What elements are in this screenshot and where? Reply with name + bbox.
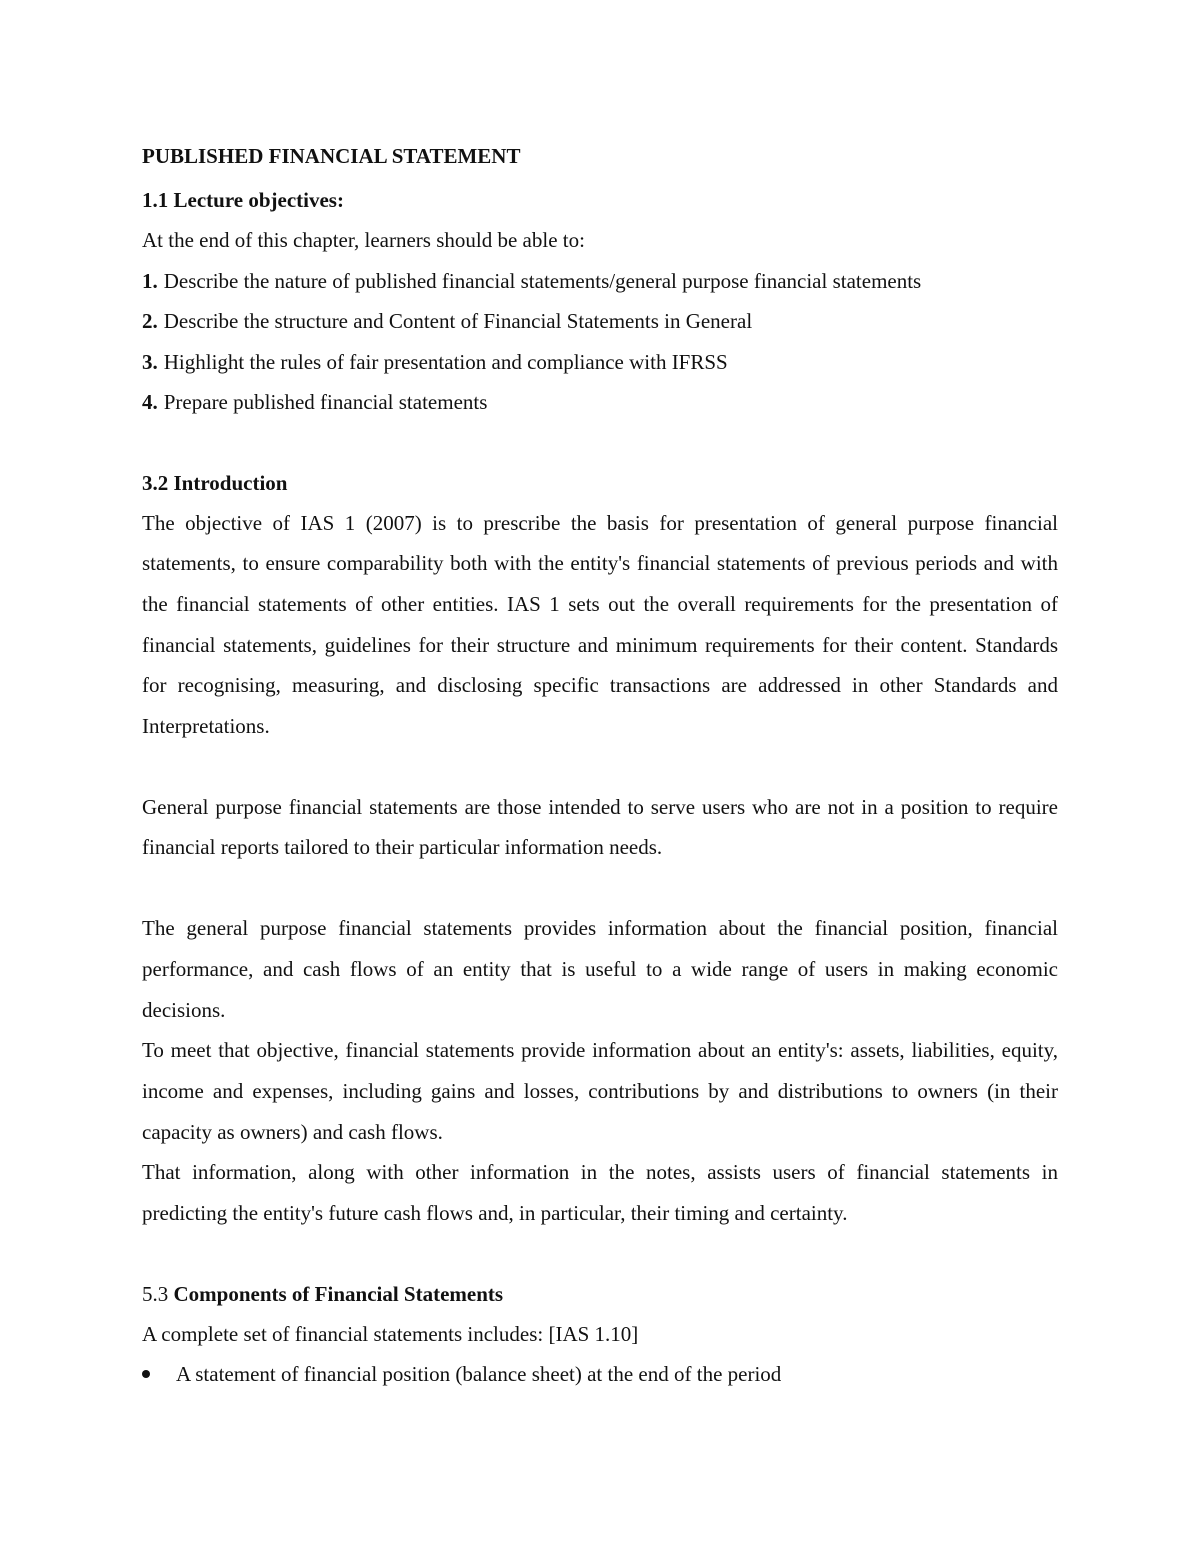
section-heading-text: Components of Financial Statements [173, 1281, 504, 1306]
components-intro: A complete set of financial statements includes: [IAS 1.10] [142, 1321, 639, 1346]
list-item [142, 1354, 1058, 1395]
section-number: 5.3 [142, 1281, 169, 1306]
section-heading-introduction: 3.2 Introduction [142, 470, 288, 495]
objective-number: 2. [142, 309, 158, 333]
spacer [142, 423, 1058, 463]
list-item-text: A statement of financial position (balance sheet) at the end of the period [176, 1362, 782, 1387]
section-heading-objectives: 1.1 Lecture objectives: [142, 188, 344, 212]
intro-paragraph: The general purpose financial statements provides information about the financial position, financial performance, and cash flows of an entity that is useful to a wide range of users in making economic decisions. [142, 916, 1058, 1022]
objectives-intro: At the end of this chapter, learners should be able to: [142, 228, 585, 252]
objective-item [142, 301, 1058, 342]
spacer [142, 1234, 1058, 1274]
objective-number: 1. [142, 268, 158, 293]
objectives-list [142, 261, 1058, 423]
intro-paragraph: That information, along with other information in the notes, assists users of financial statements in predicting the entity's future cash flows and, in particular, their timing and certainty. [142, 1160, 1058, 1226]
objective-item [142, 342, 1058, 383]
bullet-icon [142, 1370, 150, 1378]
objective-number: 4. [142, 390, 158, 414]
section-heading-components [142, 1274, 1058, 1314]
objective-text: Highlight the rules of fair presentation and compliance with IFRSS [163, 349, 728, 374]
objective-text: Prepare published financial statements [163, 390, 488, 414]
intro-paragraph: To meet that objective, financial statements provide information about an entity's: assets, liabilities, equity, income and expenses, including gains and losses, contributions by and distributions to owners (in their capacity as owners) and cash flows. [142, 1038, 1058, 1144]
objective-item [142, 261, 1058, 302]
objective-item [142, 382, 1058, 423]
components-list [142, 1354, 1058, 1395]
intro-paragraph: The objective of IAS 1 (2007) is to prescribe the basis for presentation of general purpose financial statements, to ensure comparability both with the entity's financial statements of previous periods and with the financial statements of other entities. IAS 1 sets out the overall requirements for the presentation of financial statements, guidelines for their structure and minimum requirements for their content. Standards for recognising, measuring, and disclosing specific transactions are addressed in other Standards and Interpretations. [142, 510, 1058, 739]
objective-number: 3. [142, 349, 158, 374]
document-page [142, 138, 1058, 1395]
intro-paragraph: General purpose financial statements are those intended to serve users who are not in a position to require financial reports tailored to their particular information needs. [142, 794, 1058, 860]
document-title: PUBLISHED FINANCIAL STATEMENT [142, 144, 521, 168]
objective-text: Describe the nature of published financial statements/general purpose financial statements [163, 268, 922, 293]
objective-text: Describe the structure and Content of Financial Statements in General [163, 309, 753, 333]
